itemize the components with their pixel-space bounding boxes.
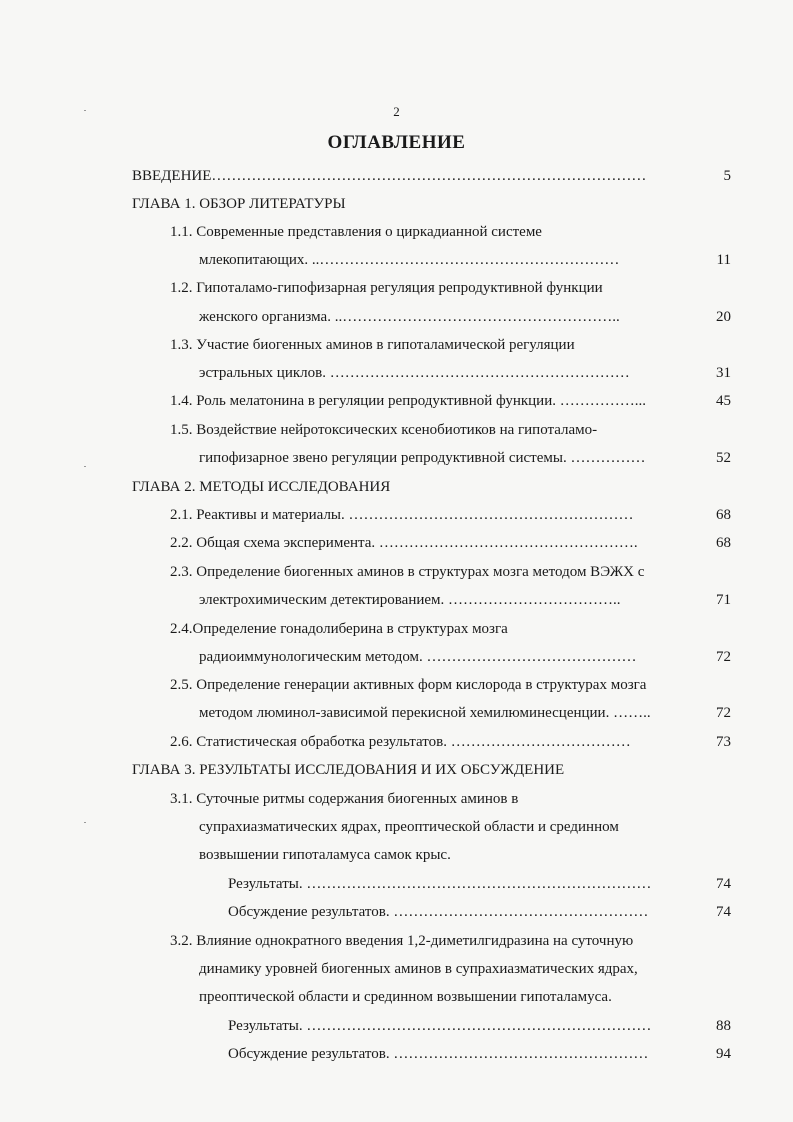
toc-entry-title: эстральных циклов. …………………………………………………… (199, 365, 630, 381)
toc-entry-title: радиоиммунологическим методом. …………………………………… (199, 649, 637, 665)
toc-entry-1-4 (0, 389, 793, 413)
toc-entry-page: 74 (716, 876, 731, 892)
toc-entry-2-6 (0, 730, 793, 754)
toc-entry-page: 74 (716, 904, 731, 920)
scan-speck (84, 466, 86, 467)
toc-heading: ОГЛАВЛЕНИЕ (327, 132, 466, 153)
toc-entry-title: 2.6. Статистическая обработка результатов. ……………………………… (170, 734, 631, 750)
toc-entry-title: супрахиазматических ядрах, преоптической области и срединном (199, 819, 619, 835)
toc-entry-1-2-cont (0, 305, 793, 329)
toc-entry-2-3-cont (0, 588, 793, 612)
toc-entry-title: 3.1. Суточные ритмы содержания биогенных аминов в (170, 791, 519, 807)
toc-entry-page: 71 (716, 592, 731, 608)
toc-entry-title: 1.4. Роль мелатонина в регуляции репродуктивной функции. ……………... (170, 393, 646, 409)
toc-entry-title: 1.5. Воздействие нейротоксических ксенобиотиков на гипоталамо- (170, 422, 598, 438)
toc-entry-3-1-results (0, 872, 793, 896)
toc-entry-title: Обсуждение результатов. …………………………………………… (228, 1046, 649, 1062)
toc-entry-page: 72 (716, 649, 731, 665)
toc-entry-page: 45 (716, 393, 731, 409)
toc-entry-3-2-discussion (0, 1042, 793, 1066)
toc-entry-1-1-cont (0, 248, 793, 272)
toc-entry-2-3 (0, 560, 793, 584)
toc-entry-3-2-results (0, 1014, 793, 1038)
toc-entry-title: 2.4.Определение гонадолиберина в структурах мозга (170, 621, 508, 637)
toc-entry-title: преоптической области и срединном возвышении гипоталамуса. (199, 989, 612, 1005)
toc-entry-title: 2.3. Определение биогенных аминов в структурах мозга методом ВЭЖХ с (170, 564, 645, 580)
toc-entry-title: ГЛАВА 1. ОБЗОР ЛИТЕРАТУРЫ (132, 196, 346, 212)
toc-entry-page: 68 (716, 535, 731, 551)
toc-entry-title: 1.2. Гипоталамо-гипофизарная регуляция репродуктивной функции (170, 280, 603, 296)
toc-entry-3-1-cont (0, 815, 793, 839)
toc-entry-page: 31 (716, 365, 731, 381)
toc-entry-1-3 (0, 333, 793, 357)
toc-entry-title: 3.2. Влияние однократного введения 1,2-диметилгидразина на суточную (170, 933, 634, 949)
toc-entry-title: возвышении гипоталамуса самок крыс. (199, 847, 451, 863)
toc-entry-title: 2.1. Реактивы и материалы. ………………………………………………… (170, 507, 634, 523)
toc-entry-title: ГЛАВА 2. МЕТОДЫ ИССЛЕДОВАНИЯ (132, 479, 391, 495)
toc-entry-page: 68 (716, 507, 731, 523)
toc-entry-title: млекопитающих. ..…………………………………………………… (199, 252, 620, 268)
toc-entry-title: Результаты. …………………………………………………………… (228, 876, 652, 892)
toc-entry-title: гипофизарное звено регуляции репродуктивной системы. …………… (199, 450, 646, 466)
toc-entry-title: методом люминол-зависимой перекисной хемилюминесценции. …….. (199, 705, 651, 721)
toc-chapter-3 (0, 758, 793, 782)
toc-entry-2-2 (0, 531, 793, 555)
toc-entry-title: динамику уровней биогенных аминов в супрахиазматических ядрах, (199, 961, 638, 977)
toc-entry-2-4-cont (0, 645, 793, 669)
toc-entry-1-5 (0, 418, 793, 442)
toc-entry-title: 1.1. Современные представления о циркадианной системе (170, 224, 542, 240)
toc-entry-title: Обсуждение результатов. …………………………………………… (228, 904, 649, 920)
toc-entry-3-1-discussion (0, 900, 793, 924)
toc-entry-title: Результаты. …………………………………………………………… (228, 1018, 652, 1034)
toc-entry-title: ВВЕДЕНИЕ…………………………………………………………………………… (132, 168, 647, 184)
toc-entry-title: электрохимическим детектированием. …………………………….. (199, 592, 621, 608)
toc-entry-3-2-cont (0, 957, 793, 981)
scan-speck (84, 110, 86, 111)
toc-entry-1-1 (0, 220, 793, 244)
toc-entry-2-1 (0, 503, 793, 527)
toc-entry-page: 72 (716, 705, 731, 721)
toc-chapter-2 (0, 475, 793, 499)
toc-entry-page: 94 (716, 1046, 731, 1062)
toc-entry-title: ГЛАВА 3. РЕЗУЛЬТАТЫ ИССЛЕДОВАНИЯ И ИХ ОБСУЖДЕНИЕ (132, 762, 565, 778)
toc-entry-2-5-cont (0, 701, 793, 725)
toc-entry-title: женского организма. ..……………………………………………….. (199, 309, 620, 325)
toc-entry-3-1-cont2 (0, 843, 793, 867)
toc-entry-1-3-cont (0, 361, 793, 385)
toc-entry-introduction (0, 164, 793, 188)
toc-entry-3-1 (0, 787, 793, 811)
scan-speck (84, 822, 86, 823)
page-number: 2 (393, 104, 400, 119)
toc-entry-1-2 (0, 276, 793, 300)
toc-entry-page: 5 (723, 168, 731, 184)
toc-chapter-1 (0, 192, 793, 216)
toc-entry-2-4 (0, 617, 793, 641)
toc-entry-page: 52 (716, 450, 731, 466)
toc-entry-title: 2.2. Общая схема эксперимента. ……………………………………………. (170, 535, 638, 551)
toc-entry-page: 20 (716, 309, 731, 325)
toc-entry-title: 2.5. Определение генерации активных форм кислорода в структурах мозга (170, 677, 647, 693)
toc-entry-3-2 (0, 929, 793, 953)
toc-entry-page: 73 (716, 734, 731, 750)
toc-entry-1-5-cont (0, 446, 793, 470)
toc-entry-2-5 (0, 673, 793, 697)
toc-entry-title: 1.3. Участие биогенных аминов в гипоталамической регуляции (170, 337, 575, 353)
toc-entry-3-2-cont2 (0, 985, 793, 1009)
toc-entry-page: 11 (716, 252, 731, 268)
toc-entry-page: 88 (716, 1018, 731, 1034)
